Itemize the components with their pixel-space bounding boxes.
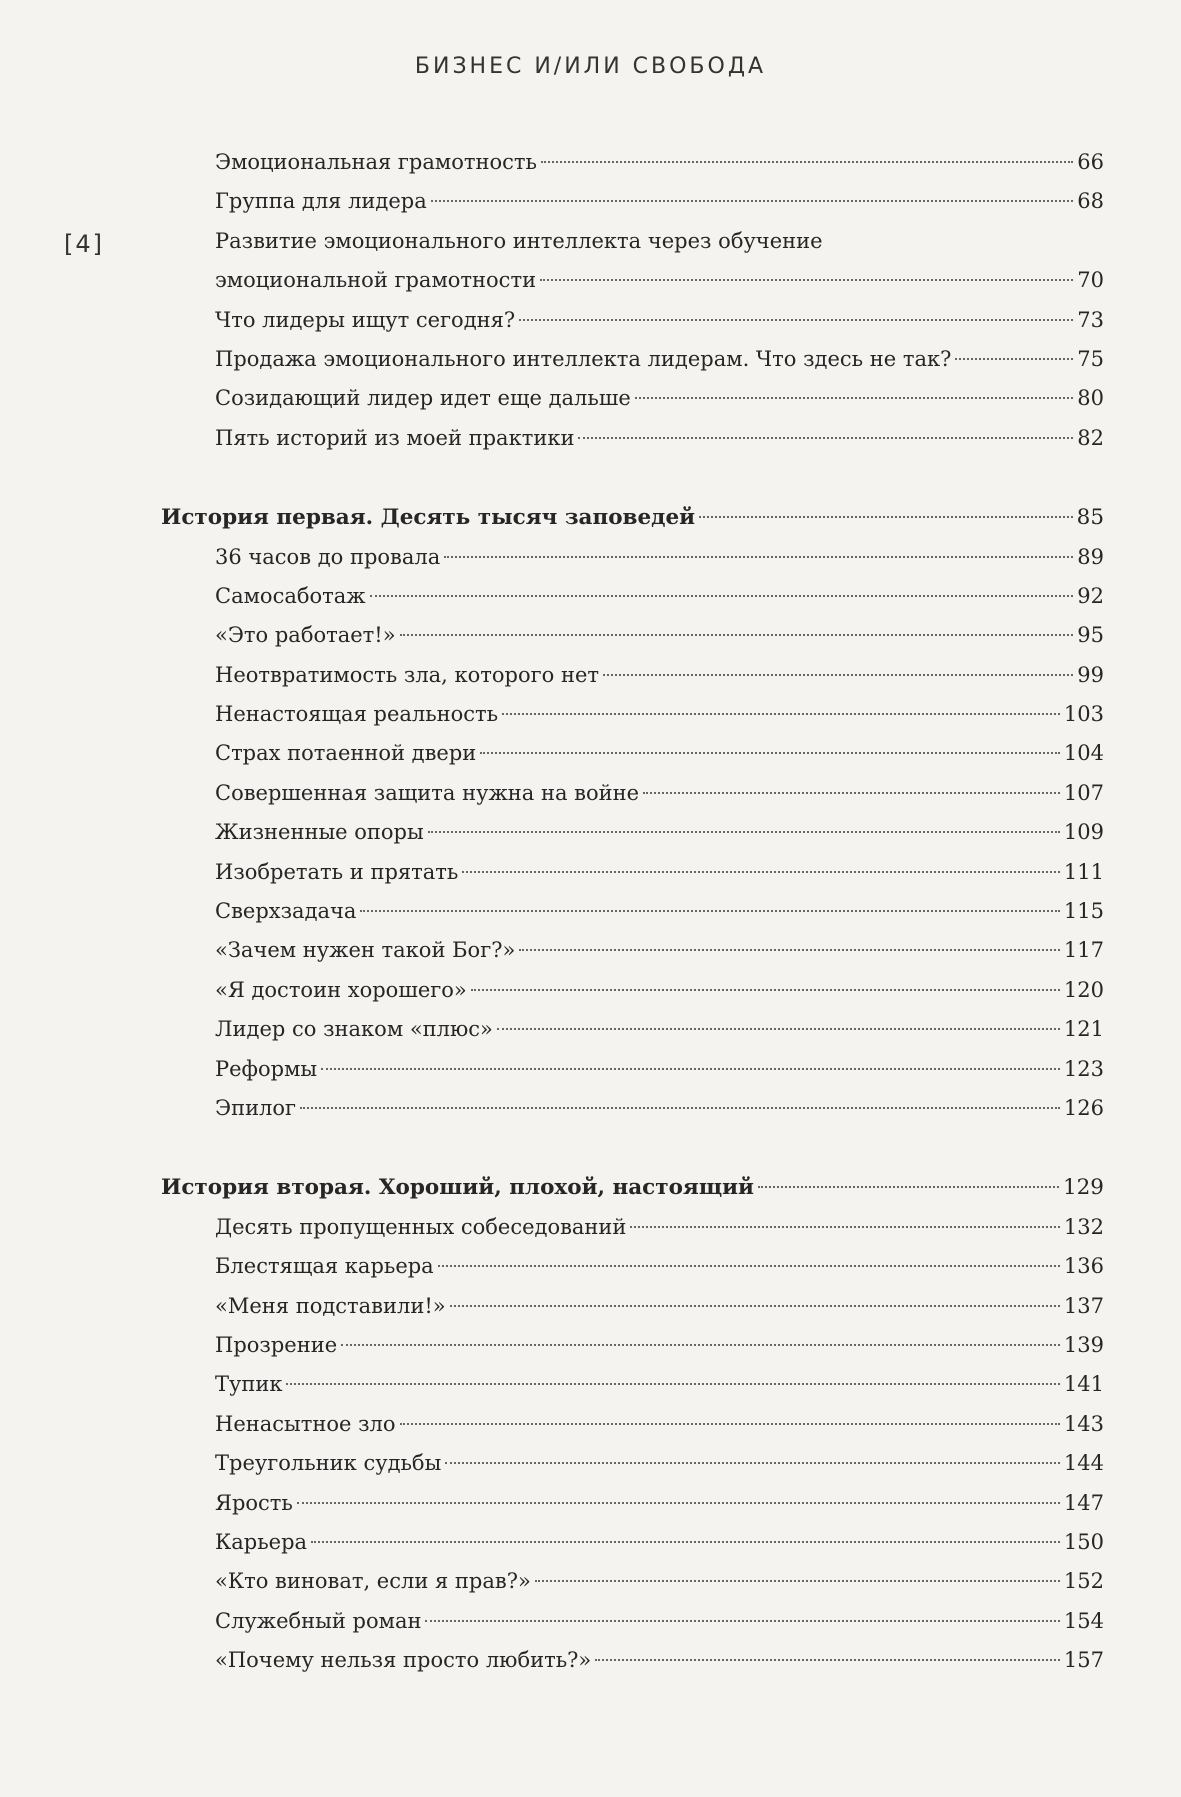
toc-entry-page: 89 xyxy=(1077,544,1104,569)
dot-leader xyxy=(497,1028,1060,1030)
toc-entry-title: Изобретать и прятать xyxy=(215,859,459,884)
toc-entry-title: Ненастоящая реальность xyxy=(215,702,499,727)
dot-leader xyxy=(502,713,1060,715)
toc-entry xyxy=(161,301,1104,340)
toc-entry-title: Эмоциональная грамотность xyxy=(215,150,537,174)
table-of-contents xyxy=(161,143,1104,1680)
toc-entry xyxy=(161,1010,1104,1049)
toc-entry-page: 121 xyxy=(1063,1017,1104,1042)
toc-entry-title: Самосаботаж xyxy=(215,583,366,608)
dot-leader xyxy=(603,674,1073,676)
dot-leader xyxy=(300,1107,1060,1109)
toc-entry xyxy=(161,774,1104,813)
toc-entry-page: 99 xyxy=(1077,662,1104,687)
toc-entry-title: 36 часов до провала xyxy=(215,544,441,569)
dot-leader xyxy=(471,989,1060,991)
toc-entry-title: «Это работает!» xyxy=(215,623,396,648)
toc-entry-page: 136 xyxy=(1063,1254,1104,1279)
toc-entry xyxy=(161,734,1104,773)
toc-entry-page: 75 xyxy=(1077,346,1104,371)
dot-leader xyxy=(462,871,1060,873)
toc-entry xyxy=(161,1208,1104,1247)
dot-leader xyxy=(400,1423,1060,1425)
dot-leader xyxy=(535,1580,1060,1582)
toc-entry-page: 157 xyxy=(1063,1648,1104,1673)
toc-entry xyxy=(161,1523,1104,1562)
toc-entry-page: 126 xyxy=(1063,1095,1104,1120)
toc-chapter-heading xyxy=(161,498,1104,537)
toc-entry-title: Что лидеры ищут сегодня? xyxy=(215,307,516,332)
dot-leader xyxy=(630,1226,1059,1228)
toc-entry xyxy=(161,1050,1104,1089)
toc-entry-title: Страх потаенной двери xyxy=(215,741,477,766)
dot-leader xyxy=(444,556,1073,558)
toc-entry-page: 150 xyxy=(1063,1529,1104,1554)
dot-leader xyxy=(519,949,1060,951)
toc-entry-page: 129 xyxy=(1062,1175,1104,1201)
toc-entry-title: Продажа эмоционального интеллекта лидерам. Что здесь не так? xyxy=(215,346,952,371)
toc-entry xyxy=(161,1602,1104,1641)
toc-entry-page: 104 xyxy=(1063,741,1104,766)
toc-entry xyxy=(161,1641,1104,1680)
dot-leader xyxy=(321,1068,1060,1070)
toc-entry-page: 107 xyxy=(1063,780,1104,805)
toc-entry-title: Сверхзадача xyxy=(215,899,357,924)
toc-entry-page: 111 xyxy=(1063,859,1104,884)
toc-entry-title: Служебный роман xyxy=(215,1608,422,1633)
toc-entry xyxy=(161,182,1104,221)
dot-leader xyxy=(425,1620,1059,1622)
toc-chapter-heading xyxy=(161,1168,1104,1207)
toc-entry-title: Группа для лидера xyxy=(215,189,427,214)
toc-entry xyxy=(161,143,1104,182)
toc-entry-page: 92 xyxy=(1077,583,1104,608)
dot-leader xyxy=(400,634,1074,636)
toc-entry xyxy=(161,1562,1104,1601)
toc-entry-page: 152 xyxy=(1063,1569,1104,1594)
toc-entry xyxy=(161,813,1104,852)
dot-leader xyxy=(370,595,1074,597)
dot-leader xyxy=(519,319,1073,321)
toc-entry-page: 132 xyxy=(1063,1214,1104,1239)
toc-entry xyxy=(161,1247,1104,1286)
toc-entry-title: История первая. Десять тысяч заповедей xyxy=(161,505,696,531)
toc-entry-title: Ненасытное зло xyxy=(215,1411,396,1436)
toc-entry xyxy=(161,538,1104,577)
dot-leader xyxy=(445,1462,1060,1464)
dot-leader xyxy=(758,1186,1059,1188)
toc-entry-title: Лидер со знаком «плюс» xyxy=(215,1017,493,1042)
toc-entry xyxy=(161,1089,1104,1128)
toc-entry-title: «Я достоин хорошего» xyxy=(215,977,467,1002)
dot-leader xyxy=(431,200,1074,202)
toc-entry-title: Эпилог xyxy=(215,1095,297,1120)
toc-entry-title: История вторая. Хороший, плохой, настоящий xyxy=(161,1175,754,1201)
toc-entry-page: 73 xyxy=(1077,307,1104,332)
toc-entry-page: 95 xyxy=(1077,623,1104,648)
toc-entry xyxy=(161,695,1104,734)
toc-entry-page: 68 xyxy=(1077,189,1104,214)
toc-entry-page: 154 xyxy=(1063,1608,1104,1633)
toc-entry xyxy=(161,340,1104,379)
toc-entry xyxy=(161,577,1104,616)
toc-entry-title: Десять пропущенных собеседований xyxy=(215,1214,627,1239)
toc-entry-page: 123 xyxy=(1063,1056,1104,1081)
toc-entry-page: 85 xyxy=(1076,505,1104,531)
toc-entry-title: Жизненные опоры xyxy=(215,820,424,845)
toc-entry xyxy=(161,379,1104,418)
toc-entry-title: Созидающий лидер идет еще дальше xyxy=(215,386,631,411)
toc-entry-title: «Почему нельзя просто любить?» xyxy=(215,1648,592,1673)
toc-entry-title: Совершенная защита нужна на войне xyxy=(215,780,640,805)
dot-leader xyxy=(578,437,1073,439)
dot-leader xyxy=(450,1305,1060,1307)
toc-entry-page: 80 xyxy=(1077,386,1104,411)
toc-entry-title: Реформы xyxy=(215,1056,318,1081)
toc-entry-page: 141 xyxy=(1063,1372,1104,1397)
dot-leader xyxy=(438,1265,1060,1267)
toc-entry xyxy=(161,931,1104,970)
toc-entry xyxy=(161,261,1104,300)
dot-leader xyxy=(297,1502,1060,1504)
toc-entry-title: «Кто виноват, если я прав?» xyxy=(215,1569,531,1594)
toc-entry xyxy=(161,853,1104,892)
dot-leader xyxy=(595,1659,1060,1661)
toc-entry-title: Ярость xyxy=(215,1490,293,1515)
toc-entry xyxy=(161,971,1104,1010)
toc-entry-title: «Зачем нужен такой Бог?» xyxy=(215,938,516,963)
toc-entry-page: 137 xyxy=(1063,1293,1104,1318)
toc-entry-title: Блестящая карьера xyxy=(215,1254,434,1279)
toc-entry-page: 120 xyxy=(1063,977,1104,1002)
dot-leader xyxy=(955,358,1073,360)
toc-entry-page: 103 xyxy=(1063,702,1104,727)
dot-leader xyxy=(428,831,1060,833)
toc-entry-page: 143 xyxy=(1063,1411,1104,1436)
toc-entry-page: 109 xyxy=(1063,820,1104,845)
dot-leader xyxy=(480,752,1060,754)
dot-leader xyxy=(635,397,1073,399)
toc-entry xyxy=(161,1484,1104,1523)
dot-leader xyxy=(540,279,1073,281)
toc-entry-page: 82 xyxy=(1077,425,1104,450)
dot-leader xyxy=(541,161,1073,163)
toc-entry-title: эмоциональной грамотности xyxy=(215,268,537,293)
toc-entry xyxy=(161,1287,1104,1326)
toc-entry-page: 139 xyxy=(1063,1332,1104,1357)
dot-leader xyxy=(286,1383,1059,1385)
toc-entry-title: Тупик xyxy=(215,1372,283,1397)
toc-entry xyxy=(161,892,1104,931)
toc-entry xyxy=(161,1444,1104,1483)
toc-entry-title: Карьера xyxy=(215,1529,308,1554)
toc-entry-page: 147 xyxy=(1063,1490,1104,1515)
toc-entry-title: Пять историй из моей практики xyxy=(215,425,575,450)
page-number: [4] xyxy=(64,230,104,258)
dot-leader xyxy=(311,1541,1060,1543)
toc-entry xyxy=(161,1326,1104,1365)
toc-entry-page: 66 xyxy=(1077,150,1104,174)
toc-entry-page: 70 xyxy=(1077,268,1104,293)
toc-entry-line1: Развитие эмоционального интеллекта через обучение xyxy=(215,228,823,253)
toc-entry xyxy=(161,616,1104,655)
toc-entry-title: Треугольник судьбы xyxy=(215,1451,442,1476)
toc-entry-title: «Меня подставили!» xyxy=(215,1293,446,1318)
toc-entry-title: Прозрение xyxy=(215,1332,338,1357)
toc-entry-page: 144 xyxy=(1063,1451,1104,1476)
dot-leader xyxy=(643,792,1060,794)
running-head: БИЗНЕС И/ИЛИ СВОБОДА xyxy=(414,54,767,79)
dot-leader xyxy=(699,516,1073,518)
toc-entry-title: Неотвратимость зла, которого нет xyxy=(215,662,600,687)
toc-entry xyxy=(161,419,1104,458)
toc-entry xyxy=(161,1365,1104,1404)
toc-entry-page: 117 xyxy=(1063,938,1104,963)
dot-leader xyxy=(360,910,1059,912)
toc-entry xyxy=(161,1405,1104,1444)
dot-leader xyxy=(341,1344,1060,1346)
toc-entry-page: 115 xyxy=(1063,899,1104,924)
toc-entry xyxy=(161,656,1104,695)
